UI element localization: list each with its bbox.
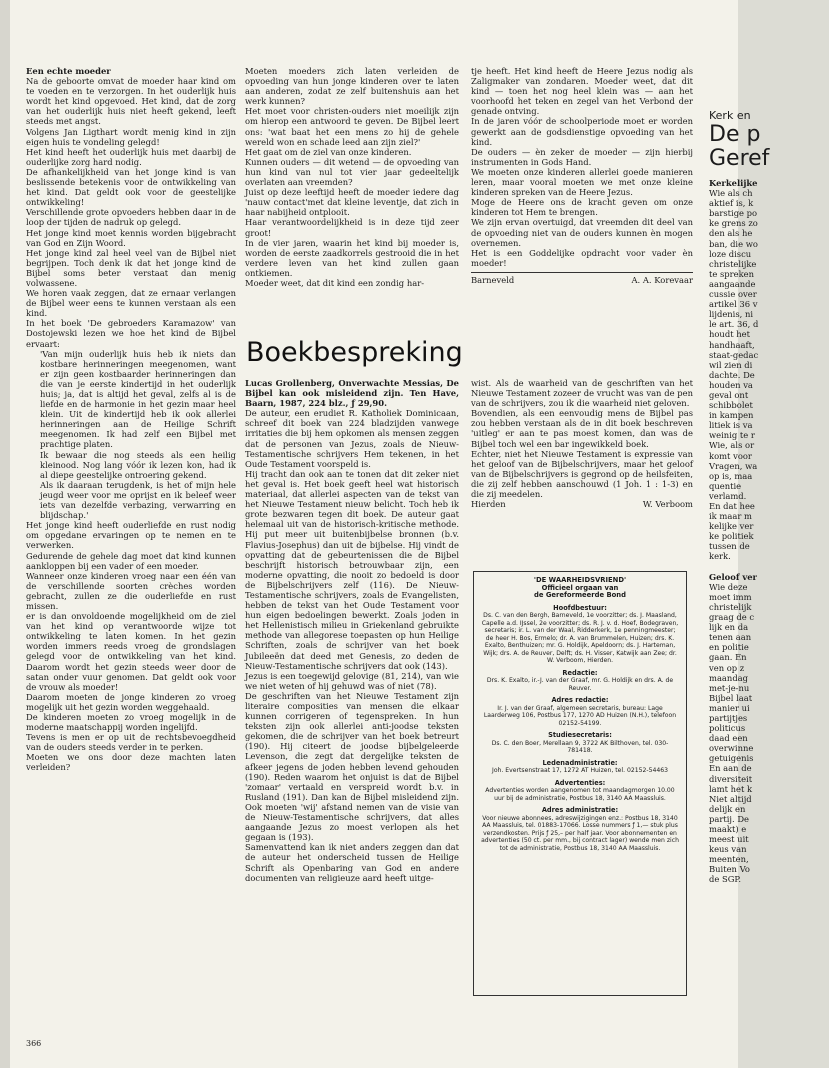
paragraph: Juist op deze leeftijd heeft de moeder iedere dag 'nauw contact'met dat kleine leventje, dat zich in haar nabijheid ontplooit. <box>245 187 459 218</box>
colophon-section-text: Voor nieuwe abonnees, adreswijzigingen enz.: Postbus 18, 3140 AA Maassluis, tel. 01883-17066. Losse nummers ƒ 1,— stuk plus verzendkosten. Prijs ƒ 25,– per half jaar. Voor abonnementen en advertenties (50 ct. per mm., bij contract lager) wende men zich tot de administratie, Postbus 18, 3140 AA Maassluis. <box>481 814 679 852</box>
adjacent-text-line: ke grens zo <box>709 218 758 229</box>
paragraph: In het boek 'De gebroeders Karamazow' van Dostojewski lezen we hoe het kind de Bijbel ervaart: <box>26 318 236 349</box>
paragraph: Het kind heeft het ouderlijk huis met daarbij de ouderlijke zorg hard nodig. <box>26 146 236 167</box>
adjacent-text-line: Vragen, wa <box>709 460 758 471</box>
colophon-section-text: Ds. C. den Boer, Merellaan 9, 3722 AK Bilthoven, tel. 030-781418. <box>491 739 669 754</box>
adjacent-text-line: staat-gedac <box>709 349 759 360</box>
paragraph: Moeder weet, dat dit kind een zondig har- <box>245 277 425 288</box>
colophon-title: 'DE WAARHEIDSVRIEND' <box>533 576 627 584</box>
adjacent-text-line: christelijke <box>709 258 757 269</box>
article-paragraphs-d <box>471 66 693 268</box>
adjacent-text-line: keus van <box>709 844 747 855</box>
adjacent-text-line: kerk. <box>709 551 731 562</box>
colophon-section-heading: Adres administratie: <box>541 806 619 814</box>
article-paragraphs-a <box>26 76 236 349</box>
adjacent-text-line: en politie <box>709 642 749 653</box>
review-paragraph: Jezus is een toegewijd gelovige (81, 214), van wie we niet weten of hij gehuwd was of niet (78). <box>245 670 459 691</box>
adjacent-text-line: cussie over <box>709 289 757 300</box>
adjacent-title-line-2: Geref <box>709 146 770 171</box>
adjacent-text-line: komt voor <box>709 450 752 461</box>
article-paragraphs-c <box>245 66 459 288</box>
colophon-section-text: Drs. K. Exalto, ir.-J. van der Graaf, mr. G. Holdijk en drs. A. de Reuver. <box>486 677 674 692</box>
paragraph: We zijn ervan overtuigd, dat vreemden dit deel van de opvoeding niet van de ouders kunnen èn mogen overnemen. <box>471 217 693 248</box>
adjacent-text-line: Wie deze <box>709 581 748 592</box>
adjacent-text-line: meenten, <box>709 854 749 865</box>
paragraph: Het jonge kind moet kennis worden bijgebracht van God en Zijn Woord. <box>26 227 236 248</box>
adjacent-text-line: de SGP. <box>709 874 742 885</box>
adjacent-text-line: daad een <box>709 733 748 744</box>
colophon-section-heading: Adres redactie: <box>551 696 609 704</box>
review-signature-place: Hierden <box>471 499 506 510</box>
adjacent-text-line: geval ont <box>709 389 749 400</box>
colophon-section-heading: Redactie: <box>562 668 598 677</box>
colophon-section-text: Ds. C. van den Bergh, Barneveld, 1e voorzitter; ds. J. Maasland, Capelle a.d. IJssel, 2e voorzitter; ds. R. J. v. d. Hoef, Bodegraven, secretaris; ir. L. van der Waal, Ridderkerk, 1e penningmeester; de heer H. Bos, Ermelo; dr. A. van Brummelen, Huizen; drs. K. Exalto, Benthuizen; mr. G. Holdijk, Apeldoorn; ds. J. Harteman, Wijk; drs. A. de Reuver, Delft; ds. H. Visser, Katwijk aan Zee; dr. W. Verboom, Hierden. <box>481 612 679 664</box>
adjacent-text-line: graag de c <box>709 612 755 623</box>
colophon-section-heading: Hoofdbestuur: <box>553 603 607 612</box>
adjacent-text-line: delijk en <box>709 803 746 814</box>
adjacent-text-line: En dat hee <box>709 501 755 511</box>
review-signature-name: W. Verboom <box>642 499 693 510</box>
adjacent-text-line: schibbolet <box>709 400 753 411</box>
paragraph: De ouders — èn zeker de moeder — zijn hierbij instrumenten in Gods Hand. <box>471 146 693 167</box>
adjacent-text-line: wil zien di <box>709 359 753 370</box>
page-number: 366 <box>26 1039 42 1048</box>
colophon-section-text: Advertenties worden aangenomen tot maandagmorgen 10.00 uur bij de administratie, Postbus 18, 3140 AA Maassluis. <box>485 787 675 802</box>
quote-paragraph: Als ik daaraan terugdenk, is het of mijn hele jeugd weer voor me oprijst en ik beleef weer iets van dezelfde verbazing, verwarring en blijdschap.' <box>40 479 236 521</box>
paragraph: Het jonge kind zal heel veel van de Bijbel niet begrijpen. Toch denk ik dat het jonge kind de Bijbel soms beter verstaat dan menig volwassene. <box>26 247 236 288</box>
adjacent-text-line: Wie, als or <box>709 440 755 451</box>
adjacent-text-line: op is, maa <box>709 470 753 481</box>
colophon-section-heading: Advertenties: <box>554 778 606 787</box>
adjacent-text-line: moet imm <box>709 591 752 602</box>
paragraph: Het jonge kind heeft ouderliefde en rust nodig om opgedane ervaringen op te nemen en te verwerken. <box>26 520 236 551</box>
colophon-section-text: Ir. J. van der Graaf, algemeen secretaris, bureau: Lage Laarderweg 106, Postbus 177, 1270 AD Huizen (N.H.), telefoon 02152-54199. <box>483 704 677 727</box>
review-paragraph: Echter, niet het Nieuwe Testament is expressie van het geloof van de Bijbelschrijvers, maar het geloof van de Bijbelschrijvers is gegrond op de heilsfeiten, die zij zelf hebben aanschouwd (1 Joh. 1 : 1-3) en die zij meedelen. <box>471 448 693 500</box>
review-column-2 <box>471 378 693 509</box>
review-paragraph: De geschriften van het Nieuwe Testament zijn literaire composities van mensen die elkaar kunnen corrigeren of tegenspreken. In hun teksten zijn ook allerlei anti-joodse teksten gekomen, die de schrijver van het boek betreurt (190). Hij citeert de joodse bijbelgeleerde Levenson, die zegt dat dergelijke teksten de afkeer jegens de joden hebben levend gehouden (190). Reden waarom het onjuist is dat de Bijbel 'zomaar' vertaald en verspreid wordt b.v. in Rusland (191). Dan kan de Bijbel misleidend zijn. Ook moeten 'wij' afstand nemen van de visie van de Nieuw-Testamentische schrijvers, dat alles aangaande Jezus zo moest verlopen als het gegaan is (193). <box>245 690 459 843</box>
adjacent-text-line: Kerkelijke <box>709 178 758 188</box>
paragraph: Na de geboorte omvat de moeder haar kind om te voeden en te verzorgen. In het ouderlijk huis wordt het kind opgevoed. Het kind, dat de zorg van het ouderlijk huis niet heeft gekend, leeft steeds met angst. <box>26 76 236 127</box>
adjacent-text-line: aktief is, k <box>709 198 754 209</box>
adjacent-text-line: ik maar m <box>709 511 752 522</box>
paragraph: Wanneer onze kinderen vroeg naar een één van de verschillende soorten crèches worden gebracht, zullen ze die ouderliefde en rust missen. <box>26 570 236 611</box>
section-title: Boekbespreking <box>246 337 463 368</box>
adjacent-text-line: houden va <box>709 379 753 390</box>
paragraph: er is dan onvoldoende mogelijkheid om de ziel van het kind op verantwoorde wijze tot ontwikkeling te laten komen. In het gezin worden immers reeds vroeg de grondslagen gelegd voor de ontwikkeling van het kind. Daarom wordt het gezin steeds weer door de satan onder vuur genomen. Dat geldt ook voor de vrouw als moeder! <box>26 611 236 692</box>
book-reference: Lucas Grollenberg, Onverwachte Messias, De Bijbel kan ook misleidend zijn. Ten Have, Baarn, 1987, 224 blz., ƒ 29,90. <box>245 378 459 409</box>
review-column-1 <box>245 378 459 883</box>
quote-paragraph: Ik bewaar die nog steeds als een heilig kleinood. Nog lang vóór ik lezen kon, had ik al diepe geestelijke ontroering gekend. <box>40 449 236 480</box>
review-paragraph: Bovendien, als een eenvoudig mens de Bijbel pas zou hebben verstaan als de in dit boek beschreven 'uitleg' er aan te pas moest komen, dan was de Bijbel toch wel een bar ingewikkeld boek. <box>471 408 693 449</box>
article-heading: Een echte moeder <box>26 66 111 76</box>
paragraph: We horen vaak zeggen, dat ze ernaar verlangen de Bijbel weer eens te kunnen verstaan als een kind. <box>26 288 236 319</box>
review-paragraph: Hij tracht dan ook aan te tonen dat dit zeker niet het geval is. Het boek geeft heel wat historisch materiaal, dat allerlei aspecten van de tekst van het Nieuwe Testament nieuw belicht. Toch heb ik grote bezwaren tegen dit boek. De auteur gaat helemaal uit van de historisch-kritische methode. Hij put meer uit buitenbijbelse bronnen (b.v. Flavius-Josephus) dan uit de bijbelse. Hij vindt de opvatting dat de gebeurtenissen die de Bijbel beschrijft historisch betrouwbaar zijn, een moderne opvatting, die nooit zo bedoeld is door de Bijbelschrijvers zelf (116). De Nieuw-Testamentische schrijvers, zoals de Evangelisten, hebben de tekst van het Oude Testament voor hun eigen bedoelingen bewerkt. Zoals joden in het Hellenistisch milieu in Griekenland gebruikte methode van allegorese toepasten op hun Heilige Schriften, zoals de schrijver van het boek Jubileeën dat deed met Genesis, zo deden de Nieuw-Testamentische schrijvers dat ook (143). <box>245 468 459 671</box>
paragraph: Daarom moeten de jonge kinderen zo vroeg mogelijk uit het gezin worden weggehaald. <box>26 691 236 712</box>
page-edge <box>0 0 10 1068</box>
adjacent-text-line: tenen aan <box>709 632 752 643</box>
review-paragraphs-a <box>245 408 459 882</box>
adjacent-text-line: manier ui <box>709 702 750 713</box>
article-column-2 <box>245 66 459 288</box>
paragraph: Haar verantwoordelijkheid is in deze tijd zeer groot! <box>245 217 459 238</box>
review-paragraph: wist. Als de waarheid van de geschriften van het Nieuwe Testament zozeer de vrucht was van de pen van de schrijvers, zou ik die waarheid niet geloven. <box>471 378 693 409</box>
signature-name: A. A. Korevaar <box>631 274 693 285</box>
colophon-box <box>473 571 687 996</box>
adjacent-text-line: Niet altijd <box>709 793 752 804</box>
article-column-3 <box>471 66 693 285</box>
colophon-subtitle-2: de Gereformeerde Bond <box>533 591 627 599</box>
adjacent-text-line: te spreken <box>709 268 755 279</box>
paragraph: Moeten moeders zich laten verleiden de opvoeding van hun jonge kinderen over te laten aan anderen, zodat ze zelf buitenshuis aan het werk kunnen? <box>245 66 459 107</box>
paragraph: Verschillende grote opvoeders hebben daar in de loop der tijden de nadruk op gelegd. <box>26 207 236 228</box>
paragraph: De kinderen moeten zo vroeg mogelijk in de moderne maatschappij worden ingelijfd. <box>26 712 236 733</box>
adjacent-text <box>709 178 819 885</box>
paragraph: Het is een Goddelijke opdracht voor vader èn moeder! <box>471 247 693 268</box>
adjacent-text-line: partijtjes <box>709 712 748 723</box>
paragraph: tje heeft. Het kind heeft de Heere Jezus nodig als Zaligmaker van zondaren. Moeder weet, dat dit kind — toen het nog heel klein was — aan het voorhoofd het teken en zegel van het Verbond der genade ontving. <box>471 66 693 117</box>
review-signature <box>471 499 693 509</box>
article-column-1 <box>26 66 236 773</box>
adjacent-title-line-1: De p <box>709 122 761 147</box>
colophon-section-heading: Ledenadministratie: <box>542 758 618 767</box>
adjacent-text-line: in kampen <box>709 410 754 421</box>
adjacent-text-line: partij. De <box>709 813 749 824</box>
adjacent-text-line: Buiten Vo <box>709 864 750 875</box>
adjacent-text-line: den als he <box>709 228 753 239</box>
review-paragraphs-b <box>471 378 693 499</box>
adjacent-text-line: barstige po <box>709 208 758 219</box>
paragraph: In de jaren vóór de schoolperiode moet er worden gewerkt aan de godsdienstige opvoeding van het kind. <box>471 116 693 147</box>
paragraph: Moge de Heere ons de kracht geven om onze kinderen tot Hem te brengen. <box>471 197 693 218</box>
adjacent-text-line: Wie als ch <box>709 188 753 199</box>
paragraph: Gedurende de gehele dag moet dat kind kunnen aankloppen bij een vader of een moeder. <box>26 550 236 571</box>
adjacent-text-line: Bijbel laat <box>709 692 753 703</box>
adjacent-text-line: politicus <box>709 723 746 734</box>
adjacent-text-line: tussen de <box>709 541 750 552</box>
adjacent-text-line: getuigenis <box>709 753 754 764</box>
adjacent-text-line: weinig te r <box>709 430 755 441</box>
adjacent-text-line: litiek is va <box>709 420 753 431</box>
adjacent-text-line: met-je-nu <box>709 682 750 693</box>
adjacent-text-line: houdt het <box>709 329 750 340</box>
adjacent-text-line: le art. 36, d <box>709 319 759 330</box>
colophon-sections <box>480 605 680 853</box>
adjacent-text-line: gaan. En <box>709 652 747 663</box>
adjacent-text-line: dachte. De <box>709 369 755 380</box>
adjacent-text-line: loze discu <box>709 248 752 259</box>
adjacent-text-line: verlamd. <box>709 490 747 501</box>
review-paragraph: De auteur, een erudiet R. Katholiek Dominicaan, schreef dit boek van 224 bladzijden vanwege irritaties die bij hem opkomen als mensen zeggen dat de personen van Jezus, zoals de Nieuw-Testamentische schrijvers Hem tekenen, in het Oude Testament voorspeld is. <box>245 408 459 469</box>
paragraph: Volgens Jan Ligthart wordt menig kind in zijn eigen huis te vondeling gelegd! <box>26 126 236 147</box>
adjacent-text-line: maakt) e <box>709 824 747 834</box>
adjacent-text-line: aangaande <box>709 278 756 289</box>
paragraph: Kunnen ouders — dit wetend — de opvoeding van hun kind van nul tot vier jaar gedeeltelijk overlaten aan vreemden? <box>245 156 459 188</box>
adjacent-text-line: ban, die wo <box>709 238 758 249</box>
paragraph: We moeten onze kinderen allerlei goede manieren leren, maar vooral moeten we met onze kleine kinderen spreken van de Heere Jezus. <box>471 166 693 198</box>
adjacent-page-fragment <box>700 0 820 1068</box>
paragraph: Het moet voor christen-ouders niet moeilijk zijn om hierop een antwoord te geven. De Bijbel leert ons: 'wat baat het een mens zo hij de gehele wereld won en schade leed aan zijn ziel?' <box>245 106 459 147</box>
paragraph: In de vier jaren, waarin het kind bij moeder is, worden de eerste zaadkorrels gestrooid die in het verdere leven van het kind zullen gaan ontkiemen. <box>245 237 459 278</box>
quote-paragraph: 'Van mijn ouderlijk huis heb ik niets dan kostbare herinneringen meegenomen, want er zijn geen kostbaarder herinneringen dan die van je eerste kindertijd in het ouderlijk huis; ja, dat is altijd het geval, zelfs al is de liefde en de harmonie in het gezin maar heel klein. Uit de kindertijd heb ik ook allerlei herinneringen aan de Heilige Schrift meegenomen. Ik had zelf een Bijbel met prachtige platen. <box>40 348 236 450</box>
adjacent-text-line: handhaaft, <box>709 339 755 350</box>
adjacent-text-line: kelijke ver <box>709 521 754 532</box>
adjacent-kicker: Kerk en <box>709 109 751 122</box>
adjacent-text-line: Geloof ver <box>709 571 757 582</box>
adjacent-text-line: ven op z <box>709 662 745 673</box>
article-quote <box>26 349 236 521</box>
adjacent-text-line: ke politiek <box>709 531 754 542</box>
article-signature <box>471 275 693 285</box>
adjacent-text-line: meest uit <box>709 834 749 845</box>
adjacent-text-line: quentie <box>709 480 742 491</box>
review-paragraph: Samenvattend kan ik niet anders zeggen dan dat de auteur het onderscheid tussen de Heilige Schrift als Openbaring van God en andere documenten van religieuze aard heeft uitge- <box>245 842 459 883</box>
adjacent-text-line: overwinne <box>709 743 754 754</box>
signature-place: Barneveld <box>471 274 515 285</box>
adjacent-text-line: maandag <box>709 672 749 683</box>
paragraph: Moeten we ons door deze machten laten verleiden? <box>26 752 236 773</box>
article-paragraphs-b <box>26 520 236 772</box>
adjacent-text-line: artikel 36 v <box>709 299 758 310</box>
paragraph: Tevens is men er op uit de rechtsbevoegdheid van de ouders steeds verder in te perken. <box>26 732 236 753</box>
paragraph: De afhankelijkheid van het jonge kind is van beslissende betekenis voor de ontwikkeling van het kind. Dat geldt ook voor de geestelijke ontwikkeling! <box>26 166 236 208</box>
adjacent-text-line: diversiteit <box>709 773 753 784</box>
adjacent-text-line: lamt het k <box>709 783 753 794</box>
adjacent-text-line: lijdenis, ni <box>709 309 754 320</box>
adjacent-title <box>709 123 829 171</box>
colophon-section-text: Joh. Evertsenstraat 17, 1272 AT Huizen, tel. 02152-54463 <box>492 767 668 774</box>
colophon-section-heading: Studiesecretaris: <box>548 731 612 739</box>
adjacent-text-line: lijk en da <box>709 622 749 633</box>
colophon-subtitle-1: Officieel orgaan van <box>541 583 619 592</box>
adjacent-text-line: En aan de <box>709 763 752 774</box>
adjacent-text-line <box>709 562 819 572</box>
paragraph: Het gaat om de ziel van onze kinderen. <box>245 146 412 157</box>
adjacent-text-line: christelijk <box>709 601 752 612</box>
